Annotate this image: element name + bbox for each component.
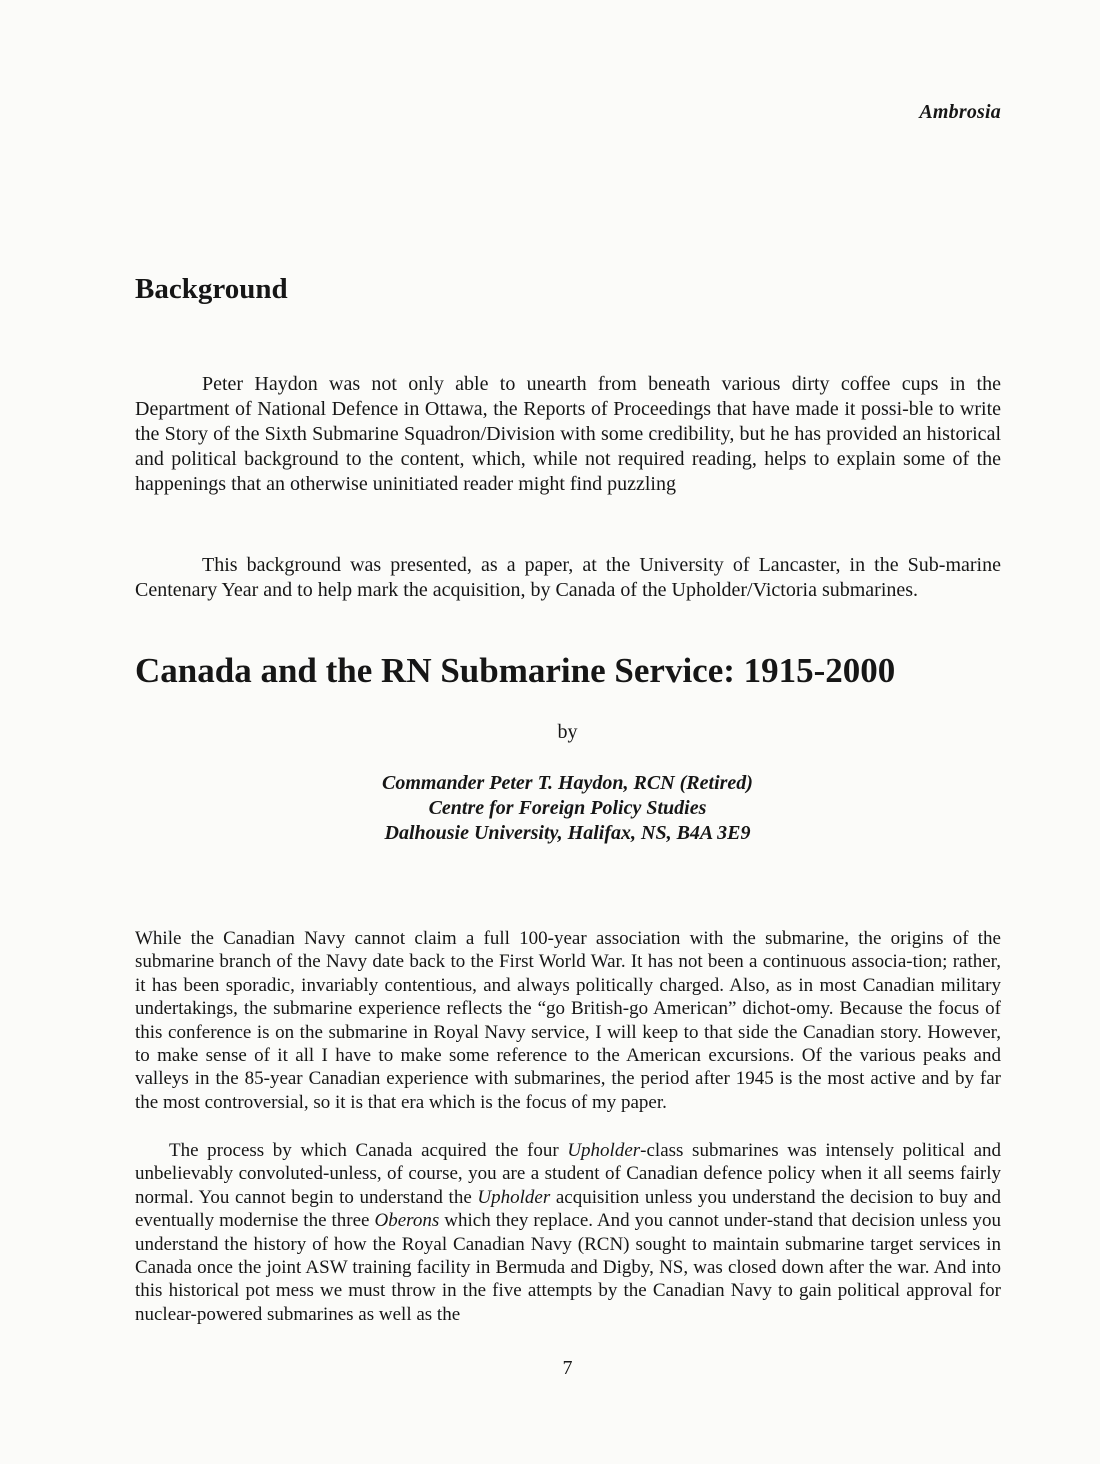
body-paragraph <box>135 1139 1001 1326</box>
text-run: acquisition unless you understand the decision to buy and eventually modernise the three <box>135 1186 1002 1232</box>
italic-term: Upholder <box>567 1140 641 1161</box>
running-head: Ambrosia <box>919 101 1001 123</box>
author-name: Commander Peter T. Haydon, RCN (Retired) <box>382 772 753 794</box>
text-run: The process by which Canada acquired the four <box>169 1140 568 1161</box>
author-block <box>0 771 1100 846</box>
page-number: 7 <box>562 1357 573 1379</box>
text-run: -class submarines was intensely political and unbelievably convoluted-unless, of course, you are a student of Canadian defence policy when it all seems fairly normal. You cannot begin to understand the <box>135 1140 1001 1208</box>
section-heading-background: Background <box>135 273 288 305</box>
author-affiliation: Centre for Foreign Policy Studies <box>428 797 707 819</box>
background-paragraph: This background was presented, as a paper, at the University of Lancaster, in the Sub-marine Centenary Year and to help mark the acquisition, by Canada of the Upholder/Victoria submarines. <box>135 554 1001 601</box>
italic-term: Upholder <box>477 1186 551 1208</box>
body-paragraph: While the Canadian Navy cannot claim a full 100-year association with the submarine, the origins of the submarine branch of the Navy date back to the First World War. It has not been a continuous associa-tion; rather, it has been sporadic, invariably contentious, and always politically charged. Also, as in most Canadian military undertakings, the submarine experience reflects the “go British-go American” dichot-omy. Because the focus of this conference is on the submarine in Royal Navy service, I will keep to that side the Canadian story. However, to make sense of it all I have to make some reference to the American excursions. Of the various peaks and valleys in the 85-year Canadian experience with submarines, the period after 1945 is the most active and by far the most controversial, so it is that era which is the focus of my paper. <box>135 928 1001 1113</box>
article-title: Canada and the RN Submarine Service: 1915-2000 <box>135 651 896 690</box>
text-run: which they replace. And you cannot under-stand that decision unless you understand the history of how the Royal Canadian Navy (RCN) sought to maintain submarine target services in Canada once the joint ASW training facility in Bermuda and Digby, NS, was closed down after the war. And into this historical pot mess we must throw in the five attempts by the Canadian Navy to gain political approval for nuclear-powered submarines as well as the <box>135 1210 1001 1325</box>
byline-by: by <box>557 721 578 743</box>
italic-term: Oberons <box>374 1210 440 1232</box>
background-paragraph: Peter Haydon was not only able to unearth from beneath various dirty coffee cups in the Department of National Defence in Ottawa, the Reports of Proceedings that have made it possi-ble to write the Story of the Sixth Submarine Squadron/Division with some credibility, but he has provided an historical and political background to the content, which, while not required reading, helps to explain some of the happenings that an otherwise uninitiated reader might find puzzling <box>135 373 1001 495</box>
author-address: Dalhousie University, Halifax, NS, B4A 3E9 <box>384 822 751 844</box>
